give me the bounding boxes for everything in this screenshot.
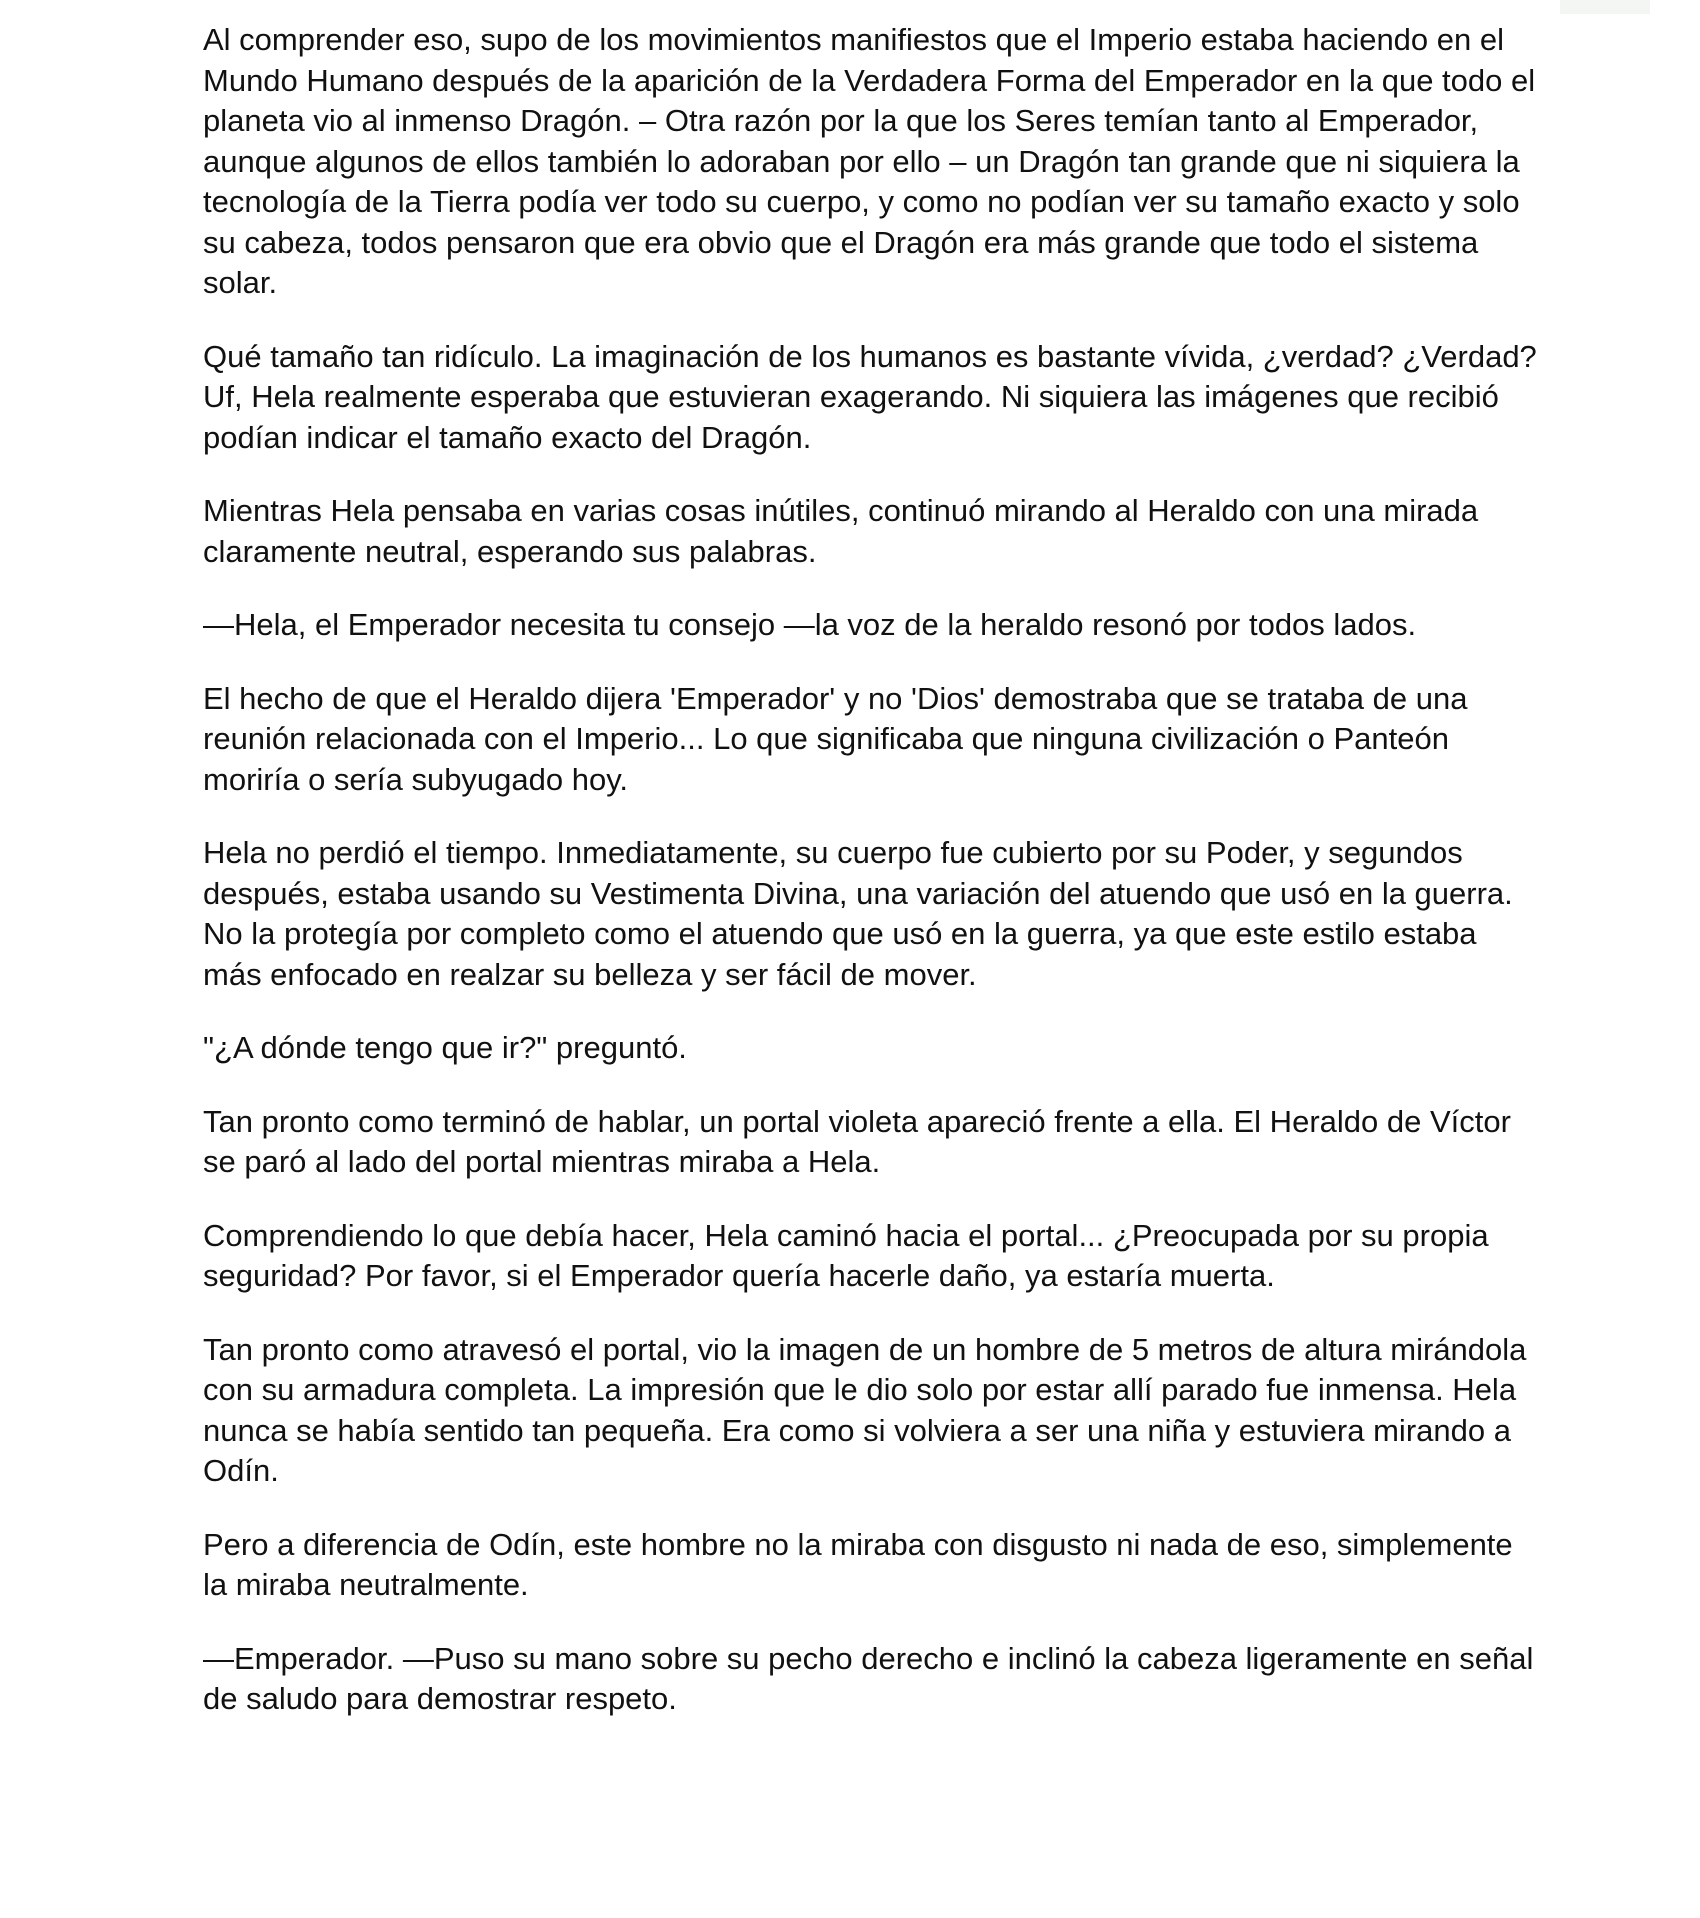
paragraph-2: Qué tamaño tan ridículo. La imaginación de los humanos es bastante vívida, ¿verdad? ¿Verdad? Uf, Hela realmente esperaba que estuvieran exagerando. Ni siquiera las imágenes que recibió podían indicar el tamaño exacto del Dragón. (203, 338, 1537, 455)
paragraph-5: El hecho de que el Heraldo dijera 'Emperador' y no 'Dios' demostraba que se trataba de una reunión relacionada con el Imperio... Lo que significaba que ninguna civilización o Panteón moriría o sería subyugado hoy. (203, 680, 1468, 797)
paragraph-4: —Hela, el Emperador necesita tu consejo —la voz de la heraldo resonó por todos lados. (203, 607, 1417, 642)
paragraph-3: Mientras Hela pensaba en varias cosas inútiles, continuó mirando al Heraldo con una mirada claramente neutral, esperando sus palabras. (203, 493, 1479, 569)
paragraph-7: "¿A dónde tengo que ir?" preguntó. (203, 1030, 687, 1065)
paragraph-1: Al comprender eso, supo de los movimientos manifiestos que el Imperio estaba haciendo en el Mundo Humano después de la aparición de la Verdadera Forma del Emperador en la que todo el planeta vio al inmenso Dragón. – Otra razón por la que los Seres temían tanto al Emperador, aunque algunos de ellos también lo adoraban por ello – un Dragón tan grande que ni siquiera la tecnología de la Tierra podía ver todo su cuerpo, y como no podían ver su tamaño exacto y solo su cabeza, todos pensaron que era obvio que el Dragón era más grande que todo el sistema solar. (203, 22, 1536, 300)
page-corner-mark (1560, 0, 1650, 14)
paragraph-6: Hela no perdió el tiempo. Inmediatamente, su cuerpo fue cubierto por su Poder, y segundos después, estaba usando su Vestimenta Divina, una variación del atuendo que usó en la guerra. No la protegía por completo como el atuendo que usó en la guerra, ya que este estilo estaba más enfocado en realzar su belleza y ser fácil de mover. (203, 835, 1513, 992)
paragraph-11: Pero a diferencia de Odín, este hombre no la miraba con disgusto ni nada de eso, simplemente la miraba neutralmente. (203, 1526, 1513, 1602)
paragraph-9: Comprendiendo lo que debía hacer, Hela caminó hacia el portal... ¿Preocupada por su propia seguridad? Por favor, si el Emperador quería hacerle daño, ya estaría muerta. (203, 1217, 1489, 1293)
paragraph-8: Tan pronto como terminó de hablar, un portal violeta apareció frente a ella. El Heraldo de Víctor se paró al lado del portal mientras miraba a Hela. (203, 1103, 1511, 1179)
paragraph-10: Tan pronto como atravesó el portal, vio la imagen de un hombre de 5 metros de altura mirándola con su armadura completa. La impresión que le dio solo por estar allí parado fue inmensa. Hela nunca se había sentido tan pequeña. Era como si volviera a ser una niña y estuviera mirando a Odín. (203, 1331, 1527, 1488)
paragraph-12: —Emperador. —Puso su mano sobre su pecho derecho e inclinó la cabeza ligeramente en señal de saludo para demostrar respeto. (203, 1640, 1534, 1716)
document-body (203, 20, 1538, 1753)
